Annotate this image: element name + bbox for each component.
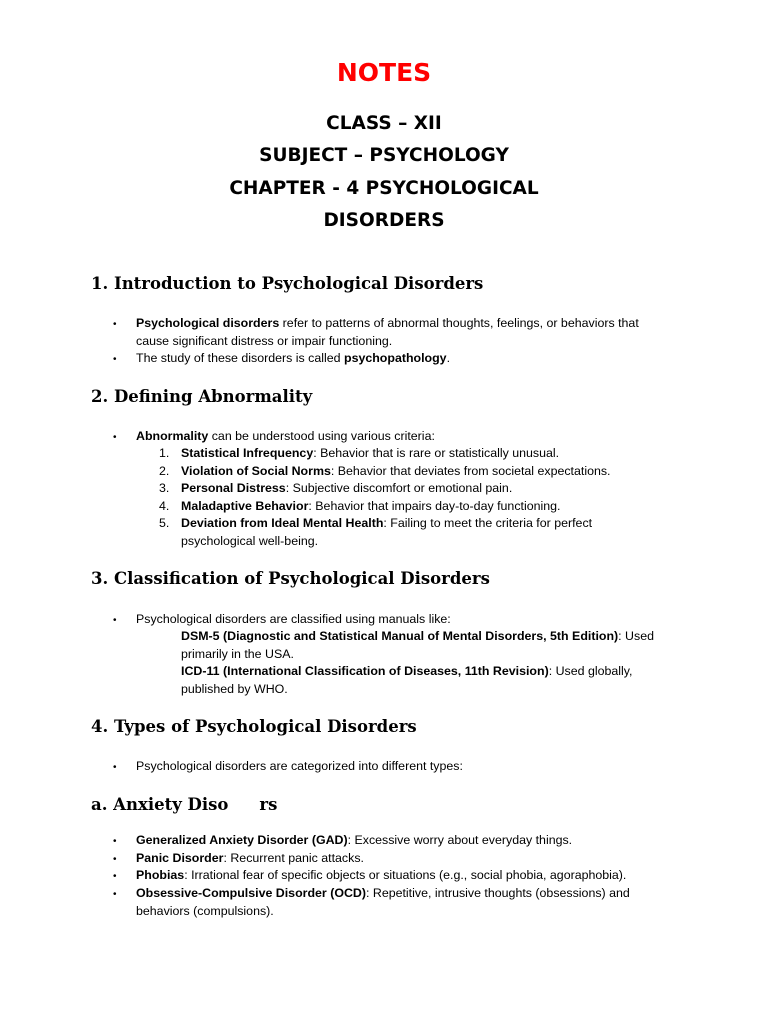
text: primarily in the USA. bbox=[181, 646, 294, 661]
bullet-icon: • bbox=[113, 854, 117, 865]
list-number: 3. bbox=[159, 481, 170, 495]
s4a-bullet bbox=[136, 885, 630, 920]
chapter-heading-line1: CHAPTER - 4 PSYCHOLOGICAL bbox=[229, 178, 539, 199]
text: Psychological disorders are categorized into different types: bbox=[136, 759, 463, 773]
section-4-heading: 4. Types of Psychological Disorders bbox=[91, 717, 417, 736]
heading-part: a. Anxiety Diso bbox=[91, 795, 229, 814]
text: : Excessive worry about everyday things. bbox=[347, 833, 573, 847]
s4-bullet-1 bbox=[136, 758, 463, 776]
text: : Irrational fear of specific objects or situations (e.g., social phobia, agoraphobia). bbox=[184, 868, 627, 882]
term: Abnormality bbox=[136, 429, 209, 443]
list-number: 2. bbox=[159, 464, 170, 478]
section-2-heading: 2. Defining Abnormality bbox=[91, 387, 313, 406]
list-item bbox=[181, 480, 512, 498]
section-1-heading: 1. Introduction to Psychological Disorders bbox=[91, 274, 484, 293]
s4a-bullet bbox=[136, 867, 626, 885]
section-3-heading: 3. Classification of Psychological Disorders bbox=[91, 569, 490, 588]
text: : Behavior that deviates from societal expectations. bbox=[330, 464, 611, 478]
text: : Subjective discomfort or emotional pain. bbox=[285, 481, 513, 495]
text: refer to patterns of abnormal thoughts, feelings, or behaviors that bbox=[279, 316, 639, 330]
term: Phobias bbox=[136, 868, 185, 882]
list-item bbox=[181, 498, 560, 516]
s1-bullet-1 bbox=[136, 315, 639, 350]
chapter-heading-line2: DISORDERS bbox=[323, 210, 445, 231]
s2-bullet-1 bbox=[136, 428, 435, 446]
term: Obsessive-Compulsive Disorder (OCD) bbox=[136, 886, 366, 900]
term: psychopathology bbox=[344, 351, 447, 365]
bullet-icon: • bbox=[113, 354, 117, 365]
heading-part: rs bbox=[259, 795, 278, 814]
bullet-icon: • bbox=[113, 615, 117, 626]
section-4a-heading bbox=[91, 795, 277, 814]
term: Generalized Anxiety Disorder (GAD) bbox=[136, 833, 348, 847]
term: Violation of Social Norms bbox=[181, 464, 331, 478]
text: : Recurrent panic attacks. bbox=[223, 851, 364, 865]
list-number: 1. bbox=[159, 446, 170, 460]
text: : Behavior that impairs day-to-day functioning. bbox=[308, 499, 561, 513]
term: Panic Disorder bbox=[136, 851, 224, 865]
icd-entry bbox=[181, 663, 633, 698]
bullet-icon: • bbox=[113, 889, 117, 900]
term: Personal Distress bbox=[181, 481, 286, 495]
bullet-icon: • bbox=[113, 836, 117, 847]
text: : Used globally, bbox=[548, 664, 633, 678]
list-item bbox=[181, 445, 559, 463]
list-item bbox=[181, 515, 592, 550]
text: psychological well-being. bbox=[181, 533, 319, 548]
bullet-icon: • bbox=[113, 762, 117, 773]
text: The study of these disorders is called bbox=[136, 351, 344, 365]
text: published by WHO. bbox=[181, 681, 288, 696]
text: : Repetitive, intrusive thoughts (obsessions) and bbox=[365, 886, 630, 900]
term: DSM-5 (Diagnostic and Statistical Manual of Mental Disorders, 5th Edition) bbox=[181, 629, 619, 643]
subject-heading: SUBJECT – PSYCHOLOGY bbox=[259, 145, 509, 166]
s4a-bullet bbox=[136, 832, 572, 850]
text: can be understood using various criteria: bbox=[208, 429, 435, 443]
term: ICD-11 (International Classification of Diseases, 11th Revision) bbox=[181, 664, 549, 678]
dsm-entry bbox=[181, 628, 654, 663]
s1-bullet-2 bbox=[136, 350, 450, 368]
text: . bbox=[446, 351, 451, 365]
s4a-bullet bbox=[136, 850, 364, 868]
list-number: 5. bbox=[159, 516, 170, 530]
s3-bullet-1 bbox=[136, 611, 451, 629]
text: cause significant distress or impair functioning. bbox=[136, 333, 393, 348]
term: Statistical Infrequency bbox=[181, 446, 314, 460]
notes-title: NOTES bbox=[336, 58, 432, 87]
class-heading: CLASS – XII bbox=[326, 113, 442, 134]
text: : Used bbox=[618, 629, 654, 643]
term: Deviation from Ideal Mental Health bbox=[181, 516, 384, 530]
bullet-icon: • bbox=[113, 871, 117, 882]
bullet-icon: • bbox=[113, 319, 117, 330]
term: Maladaptive Behavior bbox=[181, 499, 309, 513]
list-number: 4. bbox=[159, 499, 170, 513]
text: : Behavior that is rare or statistically unusual. bbox=[313, 446, 560, 460]
term: Psychological disorders bbox=[136, 316, 280, 330]
text: : Failing to meet the criteria for perfect bbox=[383, 516, 593, 530]
list-item bbox=[181, 463, 611, 481]
text: behaviors (compulsions). bbox=[136, 903, 274, 918]
bullet-icon: • bbox=[113, 432, 117, 443]
text: Psychological disorders are classified using manuals like: bbox=[136, 612, 451, 626]
